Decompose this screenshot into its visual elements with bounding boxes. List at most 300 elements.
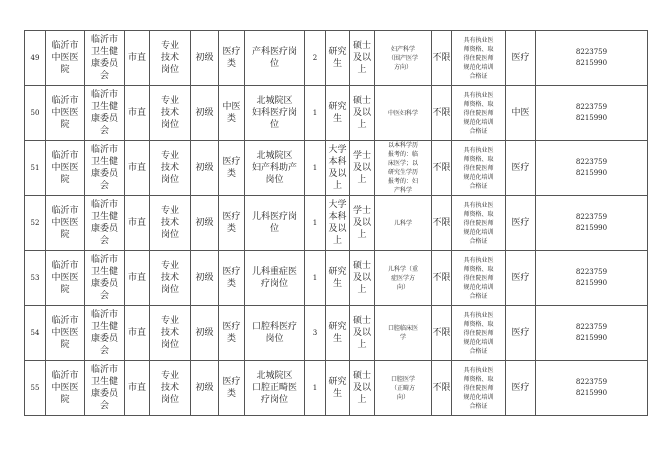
recruitment-table — [24, 30, 648, 416]
qualifications-line: 规范化培训 — [463, 338, 494, 346]
qualifications-line: 规范化培训 — [463, 118, 494, 126]
degree-line: 及以 — [352, 328, 371, 338]
major-line: 向） — [396, 283, 409, 291]
position-category-line: 类 — [226, 334, 236, 344]
contact-phone-line: 8223759 — [575, 323, 608, 331]
degree-line: 硕士 — [352, 96, 371, 106]
degree-line: 学士 — [352, 206, 371, 216]
education-cell — [326, 31, 350, 86]
department-line: 临沂市 — [90, 310, 118, 320]
qualifications-cell — [452, 86, 506, 141]
degree-line: 硕士 — [352, 316, 371, 326]
position-type-cell — [150, 361, 191, 416]
qualifications-line: 规范化培训 — [463, 63, 494, 71]
department-line: 康委员 — [90, 279, 118, 289]
position-category-line: 类 — [226, 169, 236, 179]
position-type-line: 技术 — [160, 53, 179, 63]
position-type-line: 技术 — [160, 218, 179, 228]
exam-subject-cell: 医疗 — [506, 251, 536, 306]
hiring-count-cell: 1 — [305, 361, 326, 416]
contact-phone-line: 8215990 — [575, 389, 608, 397]
degree-cell — [350, 196, 375, 251]
qualifications-line: 具有执业医 — [463, 36, 494, 44]
education-cell — [326, 141, 350, 196]
position-name-cell — [245, 141, 305, 196]
table-row — [25, 31, 648, 86]
hiring-unit-line: 临沂市 — [51, 151, 79, 161]
contact-phone-line: 8215990 — [575, 59, 608, 67]
department-line: 卫生健 — [90, 102, 118, 112]
position-category-line: 医疗 — [222, 212, 241, 222]
position-name-line: 产科医疗岗 — [251, 47, 297, 57]
contact-phone-cell — [536, 361, 648, 416]
major-line: 报考的：妇 — [387, 178, 418, 185]
position-name-line: 岗位 — [265, 334, 284, 344]
qualifications-line: 具有执业医 — [463, 91, 494, 99]
position-category-cell — [219, 306, 245, 361]
post-number-cell: 50 — [25, 86, 46, 141]
admin-level-cell: 市直 — [125, 196, 150, 251]
position-type-line: 专业 — [160, 371, 179, 381]
education-line: 研究 — [328, 47, 347, 57]
hiring-unit-line: 院 — [60, 65, 70, 75]
education-line: 生 — [332, 114, 342, 124]
table-row — [25, 196, 648, 251]
qualifications-line: 师资格、取 — [463, 265, 494, 273]
position-category-line: 医疗 — [222, 377, 241, 387]
hiring-unit-line: 临沂市 — [51, 41, 79, 51]
other-requirement-cell: 不限 — [432, 306, 452, 361]
position-type-line: 技术 — [160, 108, 179, 118]
major-cell — [375, 361, 432, 416]
degree-cell — [350, 86, 375, 141]
major-cell — [375, 251, 432, 306]
position-type-cell — [150, 31, 191, 86]
department-line: 卫生健 — [90, 47, 118, 57]
degree-line: 上 — [357, 175, 367, 185]
exam-subject-cell: 医疗 — [506, 31, 536, 86]
department-cell — [85, 361, 125, 416]
major-line: 口腔医学 — [390, 375, 415, 383]
exam-subject-cell: 中医 — [506, 86, 536, 141]
major-line: 床医学；以 — [387, 160, 418, 167]
hiring-unit-line: 临沂市 — [51, 206, 79, 216]
hiring-unit-cell — [46, 141, 85, 196]
position-grade-cell: 初级 — [191, 306, 219, 361]
contact-phone-line: 8223759 — [575, 48, 608, 56]
position-category-line: 医疗 — [222, 157, 241, 167]
department-line: 会 — [99, 71, 109, 81]
position-name-line: 口腔科医疗 — [251, 322, 297, 332]
degree-line: 及以 — [352, 273, 371, 283]
hiring-unit-cell — [46, 86, 85, 141]
exam-subject-cell: 医疗 — [506, 361, 536, 416]
position-grade-cell: 初级 — [191, 251, 219, 306]
position-category-cell — [219, 31, 245, 86]
degree-line: 学士 — [352, 151, 371, 161]
admin-level-cell: 市直 — [125, 31, 150, 86]
position-type-line: 岗位 — [160, 285, 179, 295]
department-line: 会 — [99, 346, 109, 356]
position-type-line: 岗位 — [160, 120, 179, 130]
major-line: 报考的：临 — [387, 151, 418, 158]
position-type-line: 专业 — [160, 151, 179, 161]
qualifications-line: 具有执业医 — [463, 146, 494, 154]
education-line: 本科 — [328, 157, 347, 167]
position-name-cell — [245, 31, 305, 86]
major-line: 产科学 — [393, 187, 412, 194]
degree-line: 硕士 — [352, 371, 371, 381]
qualifications-line: 师资格、取 — [463, 320, 494, 328]
degree-line: 上 — [357, 120, 367, 130]
contact-phone-cell — [536, 251, 648, 306]
position-name-line: 位 — [269, 120, 279, 130]
department-line: 临沂市 — [90, 90, 118, 100]
post-number-cell: 51 — [25, 141, 46, 196]
degree-line: 上 — [357, 395, 367, 405]
department-line: 卫生健 — [90, 157, 118, 167]
hiring-unit-line: 中医医 — [51, 163, 79, 173]
admin-level-cell: 市直 — [125, 251, 150, 306]
department-line: 康委员 — [90, 59, 118, 69]
position-category-line: 类 — [226, 114, 236, 124]
contact-phone-line: 8215990 — [575, 224, 608, 232]
other-requirement-cell: 不限 — [432, 141, 452, 196]
exam-subject-cell: 医疗 — [506, 306, 536, 361]
qualifications-line: 规范化培训 — [463, 228, 494, 236]
contact-phone-line: 8223759 — [575, 103, 608, 111]
position-name-cell — [245, 196, 305, 251]
department-cell — [85, 86, 125, 141]
degree-line: 及以 — [352, 383, 371, 393]
education-line: 大学 — [328, 145, 347, 155]
contact-phone-cell — [536, 306, 648, 361]
post-number-cell: 55 — [25, 361, 46, 416]
position-type-line: 岗位 — [160, 230, 179, 240]
department-line: 会 — [99, 181, 109, 191]
admin-level-cell: 市直 — [125, 306, 150, 361]
position-category-line: 医疗 — [222, 47, 241, 57]
position-type-cell — [150, 86, 191, 141]
contact-phone-cell — [536, 196, 648, 251]
position-name-line: 口腔正畸医 — [251, 383, 297, 393]
qualifications-line: 合格证 — [469, 127, 488, 135]
major-cell — [375, 86, 432, 141]
position-name-line: 疗岗位 — [260, 279, 288, 289]
department-cell — [85, 251, 125, 306]
qualifications-line: 规范化培训 — [463, 173, 494, 181]
qualifications-line: 具有执业医 — [463, 256, 494, 264]
hiring-unit-line: 院 — [60, 285, 70, 295]
position-type-line: 专业 — [160, 206, 179, 216]
position-type-line: 专业 — [160, 41, 179, 51]
hiring-unit-line: 院 — [60, 175, 70, 185]
degree-cell — [350, 141, 375, 196]
hiring-unit-line: 中医医 — [51, 108, 79, 118]
department-line: 卫生健 — [90, 377, 118, 387]
department-line: 卫生健 — [90, 212, 118, 222]
position-type-line: 技术 — [160, 273, 179, 283]
qualifications-line: 合格证 — [469, 72, 488, 80]
qualifications-line: 得住院医师 — [463, 384, 494, 392]
position-category-line: 医疗 — [222, 267, 241, 277]
department-line: 会 — [99, 236, 109, 246]
department-cell — [85, 141, 125, 196]
contact-phone-line: 8215990 — [575, 114, 608, 122]
hiring-count-cell: 2 — [305, 31, 326, 86]
hiring-unit-line: 中医医 — [51, 273, 79, 283]
department-line: 康委员 — [90, 224, 118, 234]
hiring-unit-line: 临沂市 — [51, 316, 79, 326]
contact-phone-line: 8215990 — [575, 279, 608, 287]
major-line: 口腔临床医 — [387, 325, 418, 332]
contact-phone-cell — [536, 141, 648, 196]
hiring-unit-cell — [46, 31, 85, 86]
position-name-line: 位 — [269, 224, 279, 234]
degree-cell — [350, 251, 375, 306]
degree-line: 硕士 — [352, 261, 371, 271]
position-category-line: 类 — [226, 279, 236, 289]
position-category-line: 中医 — [222, 102, 241, 112]
qualifications-cell — [452, 361, 506, 416]
position-type-cell — [150, 306, 191, 361]
hiring-unit-line: 中医医 — [51, 328, 79, 338]
major-line: 儿科学 — [393, 219, 412, 227]
major-line: （正畸方 — [390, 384, 415, 392]
hiring-count-cell: 1 — [305, 251, 326, 306]
degree-line: 上 — [357, 230, 367, 240]
exam-subject-cell: 医疗 — [506, 141, 536, 196]
major-line: 症医学方 — [390, 274, 415, 282]
education-cell — [326, 251, 350, 306]
table-row — [25, 361, 648, 416]
hiring-unit-cell — [46, 306, 85, 361]
hiring-unit-line: 院 — [60, 120, 70, 130]
education-line: 及以 — [328, 224, 347, 234]
qualifications-line: 师资格、取 — [463, 210, 494, 218]
education-line: 研究 — [328, 322, 347, 332]
position-type-line: 岗位 — [160, 395, 179, 405]
position-name-line: 北城院区 — [256, 371, 293, 381]
degree-cell — [350, 31, 375, 86]
department-line: 会 — [99, 126, 109, 136]
major-line: 研究生学历 — [387, 169, 418, 176]
position-type-line: 技术 — [160, 328, 179, 338]
other-requirement-cell: 不限 — [432, 31, 452, 86]
contact-phone-line: 8223759 — [575, 213, 608, 221]
position-name-line: 北城院区 — [256, 151, 293, 161]
education-line: 本科 — [328, 212, 347, 222]
education-line: 生 — [332, 279, 342, 289]
position-grade-cell: 初级 — [191, 31, 219, 86]
major-line: 学 — [399, 334, 406, 341]
education-line: 研究 — [328, 102, 347, 112]
admin-level-cell: 市直 — [125, 141, 150, 196]
position-grade-cell: 初级 — [191, 196, 219, 251]
degree-line: 及以 — [352, 108, 371, 118]
post-number-cell: 49 — [25, 31, 46, 86]
education-line: 生 — [332, 334, 342, 344]
contact-phone-line: 8223759 — [575, 268, 608, 276]
position-type-cell — [150, 251, 191, 306]
department-cell — [85, 31, 125, 86]
department-line: 卫生健 — [90, 322, 118, 332]
hiring-unit-cell — [46, 361, 85, 416]
position-type-line: 岗位 — [160, 65, 179, 75]
qualifications-cell — [452, 196, 506, 251]
education-cell — [326, 361, 350, 416]
major-line: 向） — [396, 393, 409, 401]
qualifications-line: 规范化培训 — [463, 283, 494, 291]
post-number-cell: 54 — [25, 306, 46, 361]
position-category-line: 类 — [226, 59, 236, 69]
department-line: 卫生健 — [90, 267, 118, 277]
hiring-unit-line: 临沂市 — [51, 371, 79, 381]
degree-cell — [350, 361, 375, 416]
qualifications-line: 合格证 — [469, 182, 488, 190]
position-name-line: 妇产科助产 — [251, 163, 297, 173]
qualifications-line: 合格证 — [469, 237, 488, 245]
hiring-count-cell: 3 — [305, 306, 326, 361]
qualifications-line: 得住院医师 — [463, 274, 494, 282]
position-name-line: 北城院区 — [256, 96, 293, 106]
qualifications-line: 合格证 — [469, 402, 488, 410]
qualifications-line: 具有执业医 — [463, 311, 494, 319]
education-cell — [326, 306, 350, 361]
other-requirement-cell: 不限 — [432, 361, 452, 416]
degree-line: 及以 — [352, 53, 371, 63]
position-type-line: 岗位 — [160, 340, 179, 350]
other-requirement-cell: 不限 — [432, 196, 452, 251]
education-line: 上 — [332, 236, 342, 246]
hiring-unit-line: 院 — [60, 340, 70, 350]
major-cell — [375, 31, 432, 86]
qualifications-line: 师资格、取 — [463, 155, 494, 163]
degree-line: 上 — [357, 285, 367, 295]
position-name-line: 儿科重症医 — [251, 267, 297, 277]
position-grade-cell: 初级 — [191, 361, 219, 416]
education-cell — [326, 196, 350, 251]
hiring-count-cell: 1 — [305, 196, 326, 251]
hiring-unit-line: 临沂市 — [51, 261, 79, 271]
department-line: 康委员 — [90, 334, 118, 344]
education-line: 生 — [332, 389, 342, 399]
department-line: 临沂市 — [90, 255, 118, 265]
major-line: 妇产科学 — [390, 45, 415, 53]
table-row — [25, 86, 648, 141]
qualifications-line: 合格证 — [469, 292, 488, 300]
department-line: 临沂市 — [90, 145, 118, 155]
position-name-line: 妇科医疗岗 — [251, 108, 297, 118]
hiring-unit-line: 中医医 — [51, 53, 79, 63]
hiring-unit-line: 院 — [60, 395, 70, 405]
position-category-cell — [219, 196, 245, 251]
contact-phone-cell — [536, 31, 648, 86]
position-type-line: 技术 — [160, 383, 179, 393]
contact-phone-cell — [536, 86, 648, 141]
department-cell — [85, 196, 125, 251]
major-cell — [375, 306, 432, 361]
major-line: 儿科学（重 — [387, 265, 418, 273]
position-category-cell — [219, 251, 245, 306]
position-type-line: 岗位 — [160, 175, 179, 185]
department-line: 会 — [99, 291, 109, 301]
hiring-unit-line: 院 — [60, 230, 70, 240]
exam-subject-cell: 医疗 — [506, 196, 536, 251]
table-row — [25, 141, 648, 196]
degree-cell — [350, 306, 375, 361]
major-line: 以本科学历 — [387, 142, 418, 149]
qualifications-line: 得住院医师 — [463, 219, 494, 227]
position-grade-cell: 初级 — [191, 141, 219, 196]
position-grade-cell: 初级 — [191, 86, 219, 141]
position-category-cell — [219, 141, 245, 196]
position-name-line: 疗岗位 — [260, 395, 288, 405]
hiring-unit-cell — [46, 196, 85, 251]
position-type-cell — [150, 196, 191, 251]
major-line: （围产医学 — [387, 54, 418, 62]
position-category-line: 医疗 — [222, 322, 241, 332]
hiring-count-cell: 1 — [305, 86, 326, 141]
degree-line: 及以 — [352, 218, 371, 228]
education-line: 及以 — [328, 169, 347, 179]
major-line: 方向） — [393, 63, 412, 71]
position-type-line: 专业 — [160, 96, 179, 106]
department-cell — [85, 306, 125, 361]
qualifications-cell — [452, 141, 506, 196]
education-line: 研究 — [328, 267, 347, 277]
qualifications-line: 规范化培训 — [463, 393, 494, 401]
other-requirement-cell: 不限 — [432, 86, 452, 141]
qualifications-line: 得住院医师 — [463, 109, 494, 117]
position-type-cell — [150, 141, 191, 196]
degree-line: 上 — [357, 340, 367, 350]
hiring-unit-line: 中医医 — [51, 383, 79, 393]
hiring-unit-line: 中医医 — [51, 218, 79, 228]
qualifications-cell — [452, 306, 506, 361]
position-name-cell — [245, 251, 305, 306]
department-line: 康委员 — [90, 169, 118, 179]
degree-line: 上 — [357, 65, 367, 75]
position-name-line: 岗位 — [265, 175, 284, 185]
qualifications-line: 师资格、取 — [463, 100, 494, 108]
qualifications-line: 得住院医师 — [463, 164, 494, 172]
position-category-cell — [219, 86, 245, 141]
qualifications-line: 得住院医师 — [463, 54, 494, 62]
contact-phone-line: 8215990 — [575, 334, 608, 342]
position-category-cell — [219, 361, 245, 416]
qualifications-line: 得住院医师 — [463, 329, 494, 337]
admin-level-cell: 市直 — [125, 86, 150, 141]
department-line: 临沂市 — [90, 365, 118, 375]
table-row — [25, 251, 648, 306]
table-body — [25, 31, 648, 416]
department-line: 康委员 — [90, 114, 118, 124]
department-line: 康委员 — [90, 389, 118, 399]
education-cell — [326, 86, 350, 141]
position-name-cell — [245, 306, 305, 361]
education-line: 上 — [332, 181, 342, 191]
position-name-line: 位 — [269, 59, 279, 69]
position-category-line: 类 — [226, 224, 236, 234]
table-row — [25, 306, 648, 361]
position-name-cell — [245, 86, 305, 141]
hiring-unit-line: 临沂市 — [51, 96, 79, 106]
qualifications-cell — [452, 251, 506, 306]
major-cell — [375, 141, 432, 196]
position-type-line: 技术 — [160, 163, 179, 173]
position-name-cell — [245, 361, 305, 416]
